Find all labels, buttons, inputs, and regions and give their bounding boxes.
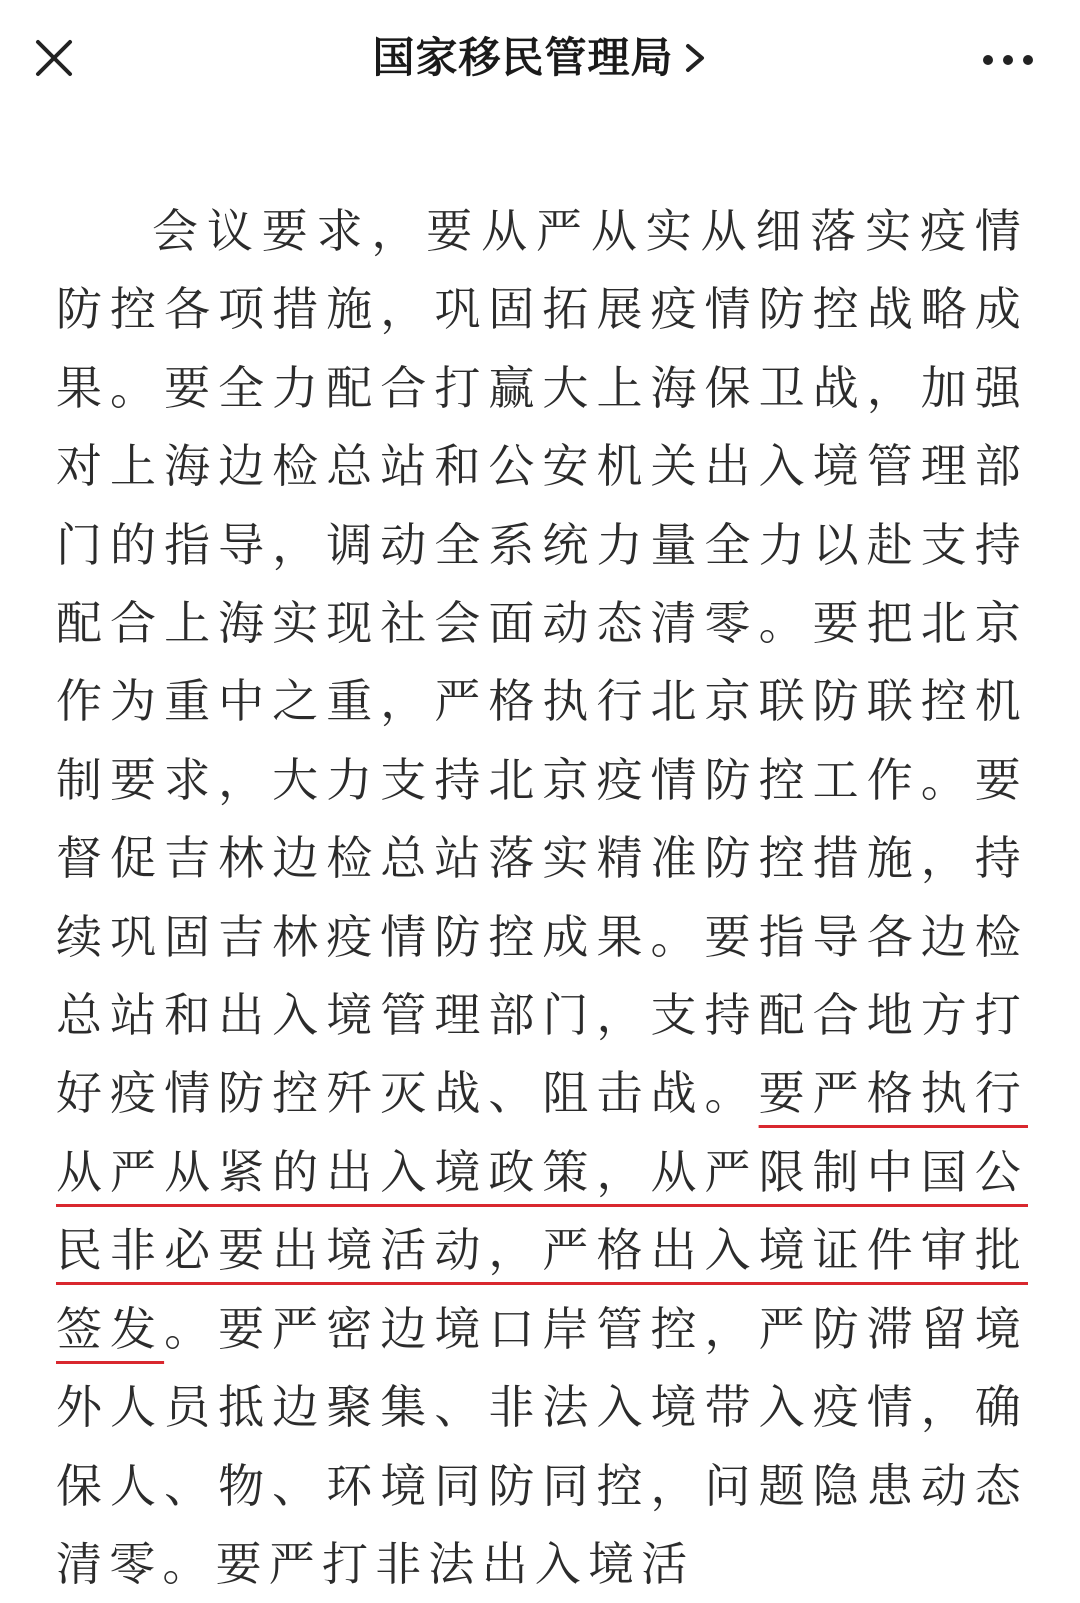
account-title-link[interactable] xyxy=(372,33,707,82)
paragraph-text-before: 会议要求，要从严从实从细落实疫情防控各项措施，巩固拓展疫情防控战略成果。要全力配合打赢大上海保卫战，加强对上海边检总站和公安机关出入境管理部门的指导，调动全系统力量全力以赴支持配合上海实现社会面动态清零。要把北京作为重中之重，严格执行北京联防联控机制要求，大力支持北京疫情防控工作。要督促吉林边检总站落实精准防控措施，持续巩固吉林疫情防控成果。要指导各边检总站和出入境管理部门，支持配合地方打好疫情防控歼灭战、阻击战。 xyxy=(56,204,1028,1121)
paragraph-text-after: 。要严密边境口岸管控，严防滞留境外人员抵边聚集、非法入境带入疫情，确保人、物、环境同防同控，问题隐患动态清零。要严打非法出入境活 xyxy=(56,1301,1028,1591)
more-horizontal-icon[interactable] xyxy=(980,40,1036,80)
highlighted-underlined-text: 要严格执行从严从紧的出入境政策，从严限制中国公民非必要出境活动，严格出入境证件审批签发 xyxy=(56,1066,1028,1356)
account-title-text: 国家移民管理局 xyxy=(372,33,674,82)
chevron-right-icon xyxy=(682,38,708,78)
article-paragraph xyxy=(56,192,1028,1603)
article-body xyxy=(56,192,1028,1603)
top-nav-bar xyxy=(0,0,1080,120)
account-title xyxy=(0,28,1080,88)
